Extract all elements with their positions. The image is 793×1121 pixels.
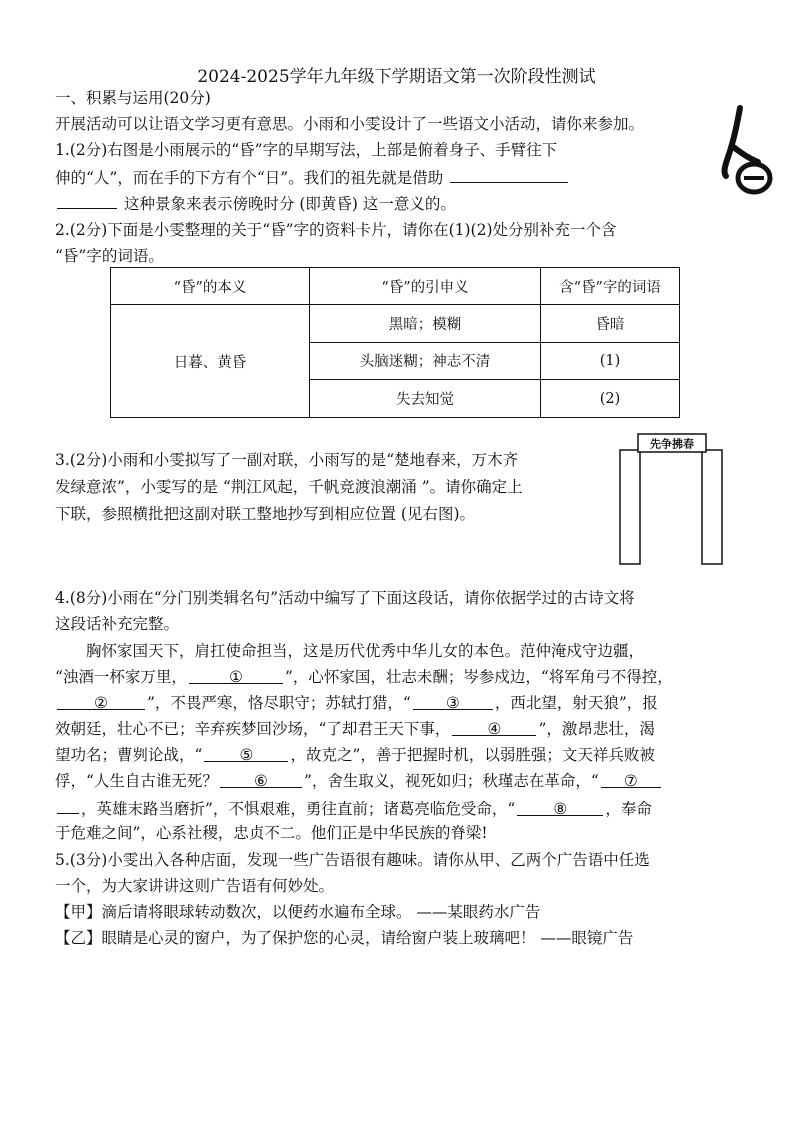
table-row [111,305,680,343]
q4-text: 望功名；曹刿论战，“ [55,746,203,764]
section-heading: 一、积累与运用(20分) [55,89,211,107]
blank-8[interactable]: ⑧ [517,799,603,816]
q3-line2: 发绿意浓”，小雯写的是 “荆江风起，千帆竞渡浪潮涌 ”。请你确定上 [55,478,523,496]
cell-original-meaning: 日暮、黄昏 [111,305,310,418]
q4-text: ”，不畏严寒，恪尽职守；苏轼打猎，“ [147,694,411,712]
intro-text: 开展活动可以让语文学习更有意思。小雨和小雯设计了一些语文小活动，请你来参加。 [55,115,645,133]
q4-line1: 4.(8分)小雨在“分门别类辑名句”活动中编写了下面这段话，请你依据学过的古诗文将 [55,589,635,607]
couplet-gate-image [614,430,738,566]
q4-para-line5 [55,745,655,765]
header-extended-meaning: “昏”的引申义 [310,268,541,305]
q4-text: ，英雄末路当磨折”，不惧艰难，勇往直前；诸葛亮临危受命，“ [81,800,516,818]
cell-word-blank-1[interactable]: (1) [541,342,680,380]
q1-line2 [55,166,570,188]
table-header-row [111,268,680,305]
q4-para-line3 [55,693,658,713]
q2-line1: 2.(2分)下面是小雯整理的关于“昏”字的资料卡片，请你在(1)(2)处分别补充一个含 [55,221,617,239]
q1-answer-blank-1[interactable] [450,166,568,183]
q5-line2: 一个，为大家讲讲这则广告语有何妙处。 [55,877,335,895]
q1-answer-blank-2[interactable] [57,192,117,209]
q4-para-line2 [55,667,673,687]
blank-5[interactable]: ⑤ [204,745,288,762]
q4-para-line8: 于危难之间”，心系社稷，忠贞不二。他们正是中华民族的脊梁! [55,824,488,842]
blank-7-continued[interactable] [57,797,79,814]
q2-line2: “昏”字的词语。 [55,247,164,265]
blank-3[interactable]: ③ [413,693,493,710]
q4-para-line6 [55,771,663,791]
q5-line1: 5.(3分)小雯出入各种店面，发现一些广告语很有趣味。请你从甲、乙两个广告语中任选 [55,851,650,869]
ancient-hun-glyph-image [718,102,776,202]
cell-extended-2: 头脑迷糊；神志不清 [310,342,541,380]
blank-6[interactable]: ⑥ [220,771,302,788]
q5-ad-yi: 【乙】眼睛是心灵的窗户，为了保护您的心灵，请给窗户装上玻璃吧！ ——眼镜广告 [55,929,634,947]
couplet-right-panel[interactable] [702,450,722,564]
q4-text: ”，激昂悲壮，渴 [538,720,655,738]
blank-2[interactable]: ② [57,693,145,710]
cell-word-blank-2[interactable]: (2) [541,380,680,418]
hun-info-card-table [110,267,680,418]
q4-text: ”，舍生取义，视死如归；秋瑾志在革命，“ [303,772,599,790]
cell-extended-3: 失去知觉 [310,380,541,418]
exam-title: 2024-2025学年九年级下学期语文第一次阶段性测试 [197,67,596,87]
q4-para-line7 [55,797,652,819]
q4-para-line1: 胸怀家国天下，肩扛使命担当，这是历代优秀中华儿女的本色。范仲淹戍守边疆， [86,642,645,660]
blank-4[interactable]: ④ [452,719,536,736]
q4-para-line4 [55,719,655,739]
q5-ad-jia: 【甲】滴后请将眼球转动数次，以便药水遍布全球。 ——某眼药水广告 [55,903,541,921]
q4-text: ，故克之”，善于把握时机，以弱胜强；文天祥兵败被 [290,746,655,764]
q1-line3-text: 这种景象来表示傍晚时分 (即黄昏) 这一意义的。 [123,195,456,213]
cell-extended-1: 黑暗；模糊 [310,305,541,343]
cell-word-1: 昏暗 [541,305,680,343]
blank-1[interactable]: ① [189,667,283,684]
q1-line3 [55,192,456,214]
q4-text: ，奉命 [605,800,652,818]
blank-7[interactable]: ⑦ [601,771,661,788]
q4-text: 俘，“人生自古谁无死？ [55,772,218,790]
header-original-meaning: “昏”的本义 [111,268,310,305]
q1-line2-text: 伸的“人”，而在手的下方有个“日”。我们的祖先就是借助 [55,169,444,187]
header-words: 含“昏”字的词语 [541,268,680,305]
q3-line1: 3.(2分)小雨和小雯拟写了一副对联，小雨写的是“楚地春来，万木齐 [55,451,519,469]
q4-line2: 这段话补充完整。 [55,615,180,633]
q4-text: ，西北望，射天狼”，报 [494,694,658,712]
q1-line1: 1.(2分)右图是小雨展示的“昏”字的早期写法，上部是俯着身子、手臂往下 [55,141,558,159]
couplet-left-panel[interactable] [620,450,640,564]
q3-line3: 下联，参照横批把这副对联工整地抄写到相应位置 (见右图)。 [55,505,476,523]
couplet-banner-text: 先争拂春 [650,437,694,451]
q4-text: ”，心怀家国，壮志未酬；岑参戍边，“将军角弓不得控， [284,668,673,686]
q4-text: “浊酒一杯家万里， [55,668,187,686]
q4-text: 效朝廷，壮心不已；辛弃疾梦回沙场，“了却君王天下事， [55,720,451,738]
